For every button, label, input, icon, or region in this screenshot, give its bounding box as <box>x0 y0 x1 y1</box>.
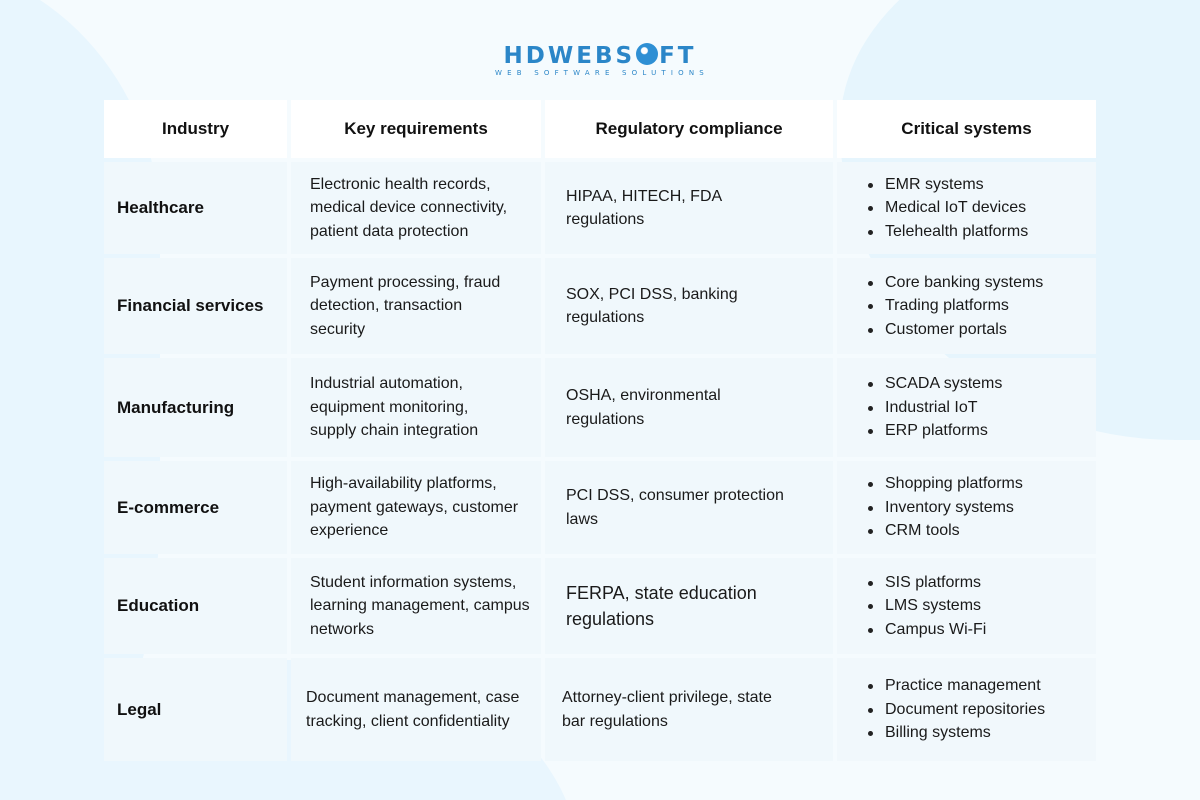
requirements-cell <box>291 358 541 457</box>
list-item: Document repositories <box>865 698 1045 722</box>
systems-list <box>865 674 1045 745</box>
list-item: Core banking systems <box>865 271 1043 295</box>
list-item: Billing systems <box>865 721 1045 745</box>
list-item: Practice management <box>865 674 1045 698</box>
compliance-text: FERPA, state education regulations <box>566 583 757 629</box>
requirements-cell <box>291 558 541 654</box>
industry-cell: Legal <box>104 658 287 761</box>
systems-cell <box>837 658 1096 761</box>
systems-list <box>865 173 1028 244</box>
systems-list <box>865 571 986 642</box>
list-item: SIS platforms <box>865 571 986 595</box>
header-industry: Industry <box>104 100 287 158</box>
requirements-text: Electronic health records, medical device connectivity, patient data protection <box>310 175 508 240</box>
systems-list <box>865 372 1002 443</box>
requirements-cell <box>291 162 541 254</box>
systems-cell <box>837 461 1096 554</box>
compliance-text: SOX, PCI DSS, banking regulations <box>566 285 738 326</box>
compliance-text: PCI DSS, consumer protection laws <box>566 487 784 528</box>
industry-cell: Healthcare <box>104 162 287 254</box>
systems-list <box>865 472 1023 543</box>
requirements-cell <box>291 461 541 554</box>
compliance-text: Attorney-client privilege, state bar regulations <box>562 689 772 730</box>
list-item: CRM tools <box>865 519 1023 543</box>
compliance-cell <box>545 162 833 254</box>
logo-text-right: FT <box>659 43 697 69</box>
compliance-cell <box>545 461 833 554</box>
logo-wordmark <box>504 44 697 68</box>
header-critical-systems: Critical systems <box>837 100 1096 158</box>
list-item: Shopping platforms <box>865 472 1023 496</box>
requirements-cell <box>291 258 541 354</box>
compliance-cell <box>545 358 833 457</box>
requirements-text: Document management, case tracking, client confidentiality <box>306 689 520 730</box>
globe-icon <box>636 43 658 65</box>
systems-cell <box>837 162 1096 254</box>
list-item: ERP platforms <box>865 419 1002 443</box>
logo-text-left: HDWEBS <box>503 43 636 69</box>
list-item: Industrial IoT <box>865 396 1002 420</box>
header-regulatory-compliance: Regulatory compliance <box>545 100 833 158</box>
requirements-text: Payment processing, fraud detection, transaction security <box>310 273 501 338</box>
requirements-cell <box>291 658 541 761</box>
list-item: EMR systems <box>865 173 1028 197</box>
systems-list <box>865 271 1043 342</box>
hdwebsoft-logo <box>0 44 1200 77</box>
list-item: Medical IoT devices <box>865 196 1028 220</box>
industry-cell: Financial services <box>104 258 287 354</box>
compliance-text: OSHA, environmental regulations <box>566 387 721 428</box>
industry-cell: E-commerce <box>104 461 287 554</box>
industry-requirements-table <box>104 100 1096 761</box>
list-item: SCADA systems <box>865 372 1002 396</box>
list-item: LMS systems <box>865 594 986 618</box>
list-item: Campus Wi-Fi <box>865 618 986 642</box>
compliance-text: HIPAA, HITECH, FDA regulations <box>566 187 722 228</box>
header-key-requirements: Key requirements <box>291 100 541 158</box>
list-item: Inventory systems <box>865 496 1023 520</box>
systems-cell <box>837 258 1096 354</box>
list-item: Customer portals <box>865 318 1043 342</box>
compliance-cell <box>545 558 833 654</box>
list-item: Telehealth platforms <box>865 220 1028 244</box>
systems-cell <box>837 358 1096 457</box>
logo-tagline: WEB SOFTWARE SOLUTIONS <box>495 69 709 77</box>
systems-cell <box>837 558 1096 654</box>
requirements-text: Student information systems, learning management, campus networks <box>310 573 530 638</box>
list-item: Trading platforms <box>865 294 1043 318</box>
requirements-text: High-availability platforms, payment gateways, customer experience <box>310 475 519 540</box>
compliance-cell <box>545 258 833 354</box>
requirements-text: Industrial automation, equipment monitoring, supply chain integration <box>310 375 479 440</box>
compliance-cell <box>545 658 833 761</box>
industry-cell: Manufacturing <box>104 358 287 457</box>
industry-cell: Education <box>104 558 287 654</box>
